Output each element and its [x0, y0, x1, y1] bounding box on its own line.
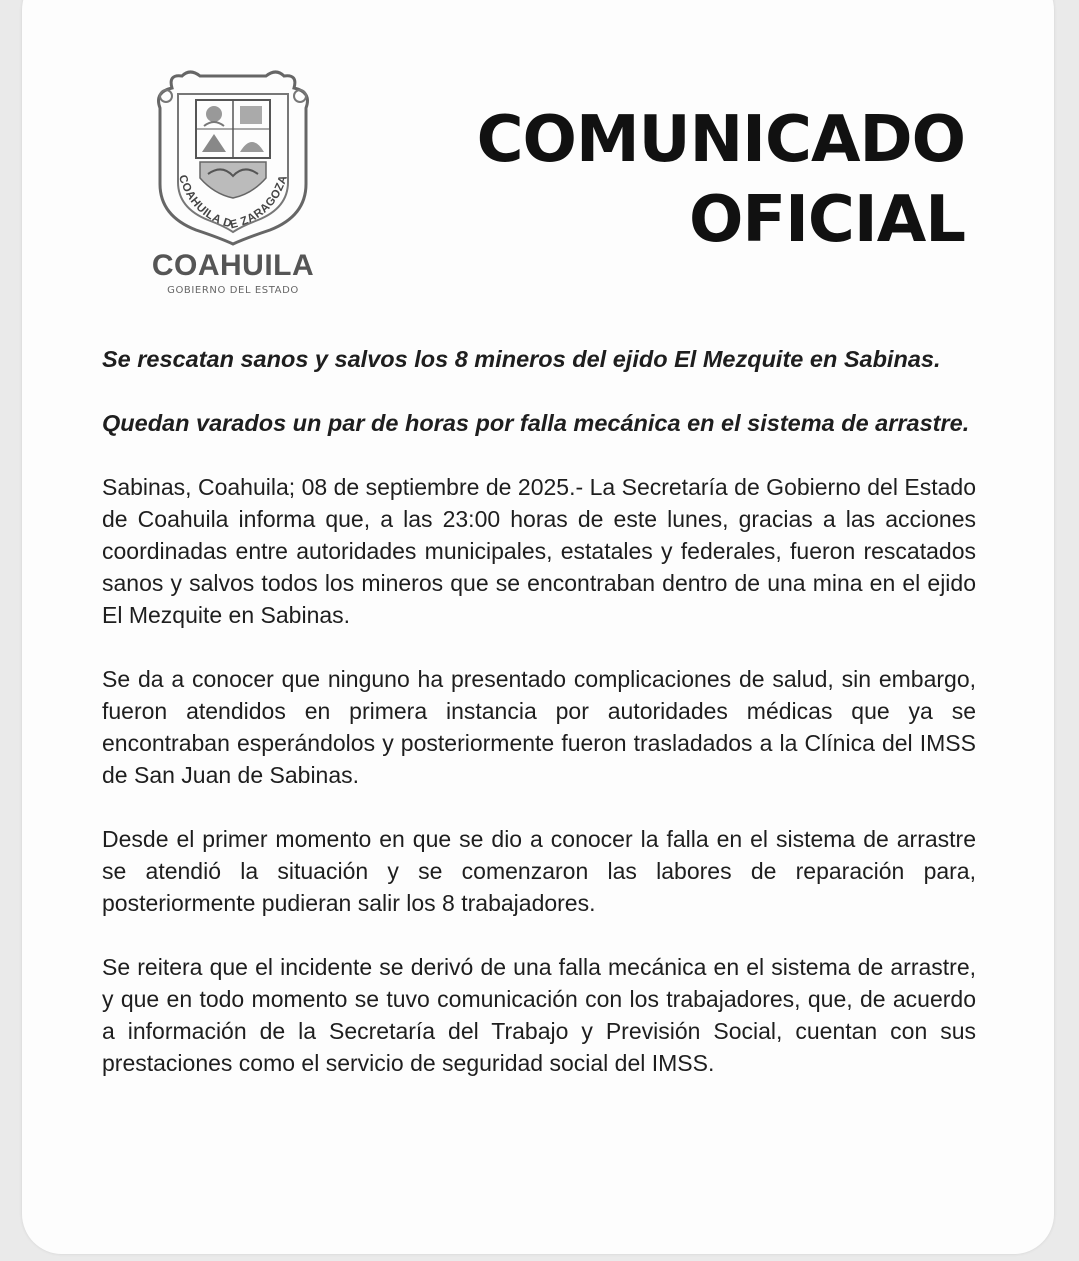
svg-text:COAHUILA DE ZARAGOZA: COAHUILA DE ZARAGOZA — [175, 173, 291, 232]
paragraph-announcement: Sabinas, Coahuila; 08 de septiembre de 2025.- La Secretaría de Gobierno del Estado de Coahuila informa que, a las 23:00 horas de este lunes, gracias a las acciones coordinadas entre autoridades municipales, estatales y federales, fueron rescatados sanos y salvos todos los mineros que se encontraban dentro de una mina en el ejido El Mezquite en Sabinas. — [102, 474, 976, 628]
document-title — [380, 100, 965, 260]
title-line-1: COMUNICADO — [476, 103, 965, 177]
document-body — [102, 343, 976, 1111]
title-line-2: OFICIAL — [688, 183, 965, 257]
coahuila-logo — [128, 66, 338, 306]
paragraph-health: Se da a conocer que ninguno ha presentado complicaciones de salud, sin embargo, fueron atendidos en primera instancia por autoridades médicas que ya se encontraban esperándolos y posteriormente fueron trasladados a la Clínica del IMSS de San Juan de Sabinas. — [102, 666, 976, 788]
government-label: GOBIERNO DEL ESTADO — [167, 285, 299, 296]
paragraph-repair: Desde el primer momento en que se dio a conocer la falla en el sistema de arrastre se atendió la situación y se comenzaron las labores de reparación para, posteriormente pudieran salir los 8 trabajadores. — [102, 826, 976, 916]
paragraph-incident: Se reitera que el incidente se derivó de una falla mecánica en el sistema de arrastre, y que en todo momento se tuvo comunicación con los trabajadores, que, de acuerdo a información de la Secretaría del Trabajo y Previsión Social, cuentan con sus prestaciones como el servicio de seguridad social del IMSS. — [102, 954, 976, 1076]
headline-mechanical-failure: Quedan varados un par de horas por falla mecánica en el sistema de arrastre. — [102, 410, 970, 436]
state-name: COAHUILA — [151, 249, 315, 282]
seal-lettering — [142, 66, 324, 246]
headline-rescue: Se rescatan sanos y salvos los 8 mineros del ejido El Mezquite en Sabinas. — [102, 346, 941, 372]
